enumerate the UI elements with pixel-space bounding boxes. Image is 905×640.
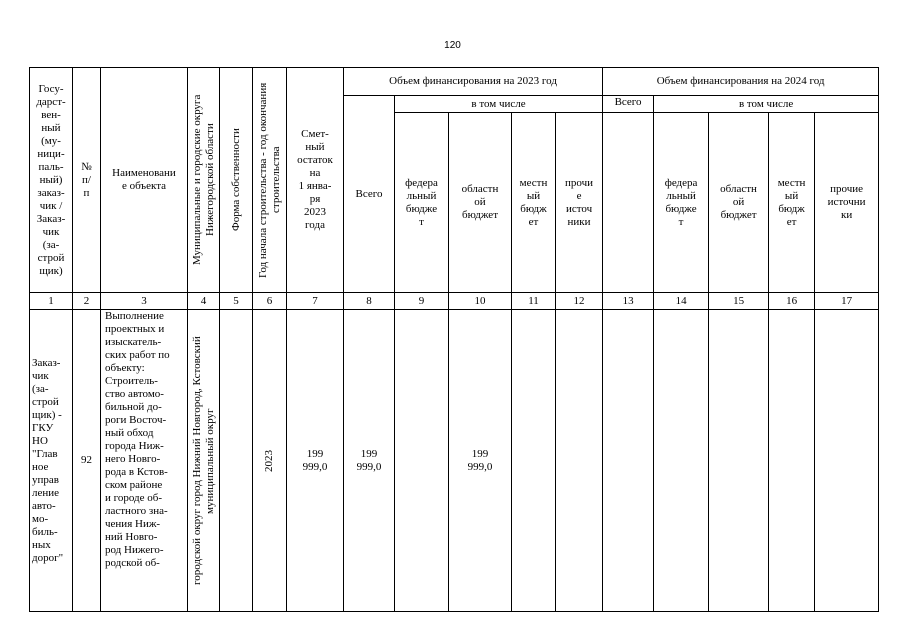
header-federal-2024-text: федера льный бюдже т <box>664 176 698 228</box>
header-including-2024: в том числе <box>654 96 879 113</box>
column-number: 8 <box>344 293 395 310</box>
column-number: 2 <box>73 293 101 310</box>
row-customer-text: Заказ- чик (за- строй щик) - ГКУ НО "Глав ное управ ление авто- мо- биль- ных дорог" <box>32 356 64 564</box>
column-number: 13 <box>603 293 654 310</box>
row-year-text: 2023 <box>263 449 275 472</box>
row-other-2023 <box>556 310 603 612</box>
row-ownership <box>220 310 253 612</box>
header-fin-2023: Объем финансирования на 2023 год <box>344 68 603 96</box>
header-customer-text: Госу- дарст- вен- ный (му- ници- паль- ный) заказ- чик / Заказ- чик (за- строй щик) <box>36 82 66 277</box>
header-municipal <box>188 68 220 293</box>
header-regional-2024 <box>709 113 769 293</box>
row-year <box>253 310 287 612</box>
row-object-name-text: Выполнение проектных и изыскатель- ских работ по объекту: Строитель- ство автомо- бильной до- роги Восточ- ный обход города Ниж- него Новго- рода в Кстов- ском районе и городе об- ластного зна- чения Ниж- ний Новго- род Нижего- родской об- <box>105 310 170 569</box>
row-customer <box>30 310 73 612</box>
header-including-2023: в том числе <box>395 96 603 113</box>
row-other-2024 <box>815 310 879 612</box>
header-local-2024 <box>769 113 815 293</box>
column-number: 4 <box>188 293 220 310</box>
header-federal-2023-text: федера льный бюдже т <box>405 176 438 228</box>
row-estimate <box>287 310 344 612</box>
header-other-2023 <box>556 113 603 293</box>
column-number: 5 <box>220 293 253 310</box>
header-other-2023-text: прочи е источ ники <box>565 176 594 228</box>
row-total-2023 <box>344 310 395 612</box>
column-number: 3 <box>101 293 188 310</box>
header-regional-2023-text: областн ой бюджет <box>461 183 499 221</box>
column-numbers-row <box>30 293 879 310</box>
row-total-2024 <box>603 310 654 612</box>
header-ownership-text: Форма собственности <box>229 128 242 232</box>
column-number: 17 <box>815 293 879 310</box>
row-federal-2024 <box>654 310 709 612</box>
header-local-2023 <box>512 113 556 293</box>
column-number: 12 <box>556 293 603 310</box>
row-regional-2023 <box>449 310 512 612</box>
header-other-2024-text: прочие источни ки <box>827 183 866 221</box>
header-number-text: № п/ п <box>81 160 92 199</box>
header-regional-2023 <box>449 113 512 293</box>
row-municipal-text: городской округ город Нижний Новгород, Кстовский муниципальный округ <box>190 336 216 585</box>
row-object-name <box>101 310 188 612</box>
column-number: 11 <box>512 293 556 310</box>
header-other-2024 <box>815 113 879 293</box>
row-local-2024 <box>769 310 815 612</box>
header-fin-2024: Объем финансирования на 2024 год <box>603 68 879 96</box>
header-years <box>253 68 287 293</box>
row-number: 92 <box>73 310 101 612</box>
header-local-2023-text: местн ый бюдж ет <box>519 176 548 228</box>
table-row <box>30 310 879 612</box>
header-object-name-text: Наименовани е объекта <box>112 167 176 192</box>
header-years-text: Год начала строительства - год окончания строительства <box>256 82 282 278</box>
column-number: 7 <box>287 293 344 310</box>
row-estimate-text: 199 999,0 <box>302 447 328 473</box>
header-total-2023: Всего <box>344 96 395 293</box>
header-federal-2023 <box>395 113 449 293</box>
header-total-2024: Всего <box>603 96 654 113</box>
row-local-2023 <box>512 310 556 612</box>
header-estimate <box>287 68 344 293</box>
header-municipal-text: Муниципальные и городские округа Нижегородской области <box>190 94 216 266</box>
header-ownership <box>220 68 253 293</box>
column-number: 16 <box>769 293 815 310</box>
header-federal-2024 <box>654 113 709 293</box>
header-estimate-text: Смет- ный остаток на 1 янва- ря 2023 года <box>297 128 333 231</box>
row-regional-2023-text: 199 999,0 <box>467 447 493 473</box>
header-regional-2024-text: областн ой бюджет <box>720 183 757 221</box>
row-municipal <box>188 310 220 612</box>
header-customer <box>30 68 73 293</box>
header-blank-2024 <box>603 113 654 293</box>
column-number: 14 <box>654 293 709 310</box>
row-total-2023-text: 199 999,0 <box>356 447 382 473</box>
column-number: 1 <box>30 293 73 310</box>
column-number: 10 <box>449 293 512 310</box>
budget-table <box>29 67 879 612</box>
header-object-name <box>101 68 188 293</box>
row-federal-2023 <box>395 310 449 612</box>
column-number: 9 <box>395 293 449 310</box>
page-number: 120 <box>444 40 461 51</box>
row-regional-2024 <box>709 310 769 612</box>
header-number <box>73 68 101 293</box>
header-local-2024-text: местн ый бюдж ет <box>777 176 806 228</box>
column-number: 6 <box>253 293 287 310</box>
column-number: 15 <box>709 293 769 310</box>
